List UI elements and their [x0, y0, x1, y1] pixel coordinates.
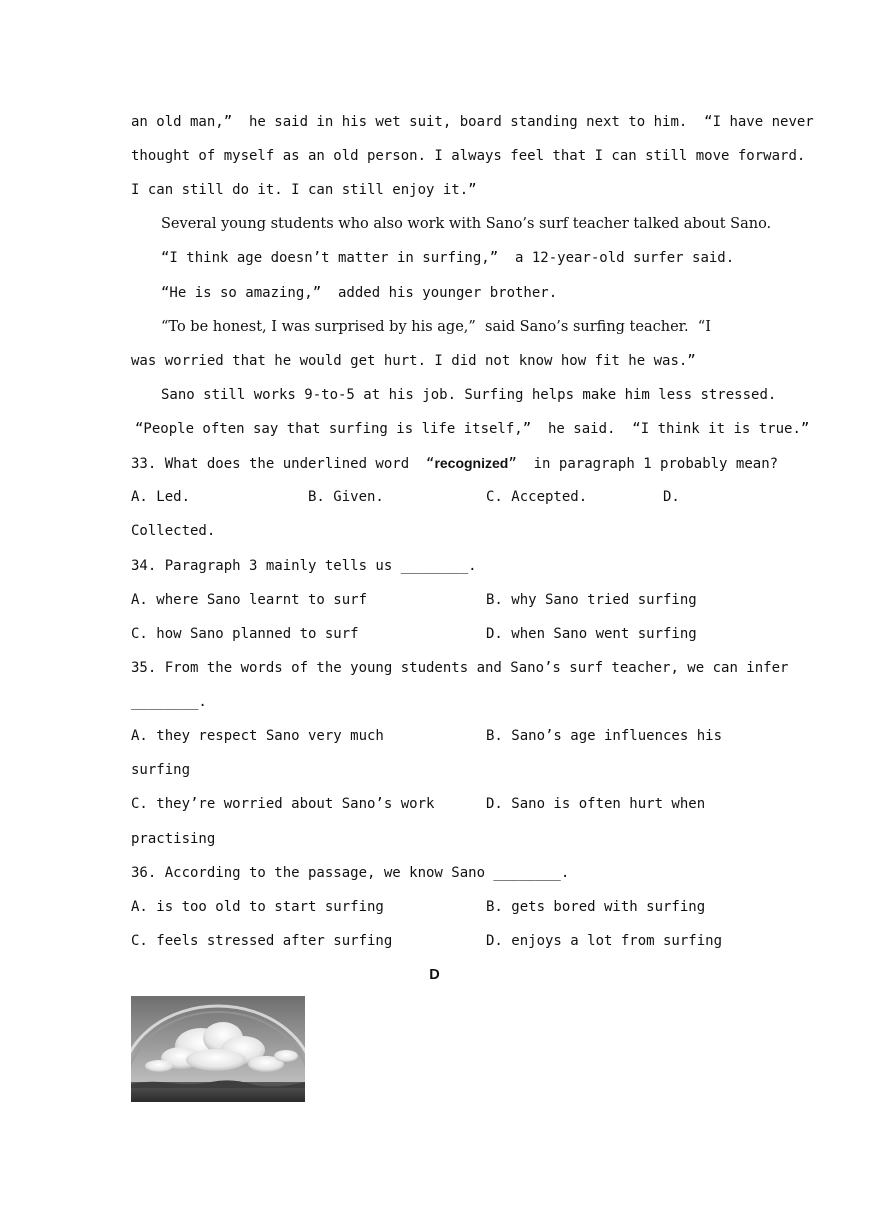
passage-line: Several young students who also work with Sano’s surf teacher talked about Sano. [161, 216, 772, 232]
passage-line: thought of myself as an old person. I always feel that I can still move forward. [131, 148, 806, 164]
passage-line: Sano still works 9-to-5 at his job. Surfing helps make him less stressed. [161, 387, 777, 403]
question-33-option-d: D. [663, 489, 680, 505]
question-34-stem: 34. Paragraph 3 mainly tells us ________. [131, 558, 477, 574]
question-36-option-a: A. is too old to start surfing [131, 899, 384, 915]
question-35-option-c: C. they’re worried about Sano’s work [131, 796, 435, 812]
question-33-option-c: C. Accepted. [486, 489, 588, 505]
passage-line: “To be honest, I was surprised by his age,” said Sano’s surfing teacher. “I [161, 319, 711, 335]
question-35-option-b-cont: surfing [131, 762, 191, 778]
question-33-option-b: B. Given. [308, 489, 384, 505]
passage-line: I can still do it. I can still enjoy it.” [131, 182, 477, 198]
passage-line: an old man,” he said in his wet suit, board standing next to him. “I have never [131, 114, 814, 130]
underlined-word: recognized [434, 455, 509, 471]
question-36-stem: 36. According to the passage, we know Sano ________. [131, 865, 570, 881]
question-36-option-b: B. gets bored with surfing [486, 899, 706, 915]
question-35-option-d: D. Sano is often hurt when [486, 796, 706, 812]
passage-line: was worried that he would get hurt. I did not know how fit he was.” [131, 353, 696, 369]
rainbow-clouds-photo-icon [131, 996, 305, 1102]
question-35-option-b: B. Sano’s age influences his [486, 728, 723, 744]
question-33-option-a: A. Led. [131, 489, 191, 505]
passage-line: “People often say that surfing is life itself,” he said. “I think it is true.” [135, 421, 810, 437]
question-35-option-d-cont: practising [131, 831, 216, 847]
question-33-option-d-cont: Collected. [131, 523, 216, 539]
question-35-stem: 35. From the words of the young students and Sano’s surf teacher, we can infer [131, 660, 789, 676]
question-36-option-d: D. enjoys a lot from surfing [486, 933, 723, 949]
passage-line: “He is so amazing,” added his younger brother. [161, 285, 558, 301]
question-34-option-d: D. when Sano went surfing [486, 626, 697, 642]
question-34-option-c: C. how Sano planned to surf [131, 626, 359, 642]
question-33-stem: 33. What does the underlined word “recognized” in paragraph 1 probably mean? [131, 455, 779, 472]
passage-line: “I think age doesn’t matter in surfing,” a 12-year-old surfer said. [161, 250, 735, 266]
question-36-option-c: C. feels stressed after surfing [131, 933, 393, 949]
question-35-stem-cont: ________. [131, 694, 207, 710]
question-34-option-a: A. where Sano learnt to surf [131, 592, 368, 608]
question-35-option-a: A. they respect Sano very much [131, 728, 384, 744]
question-34-option-b: B. why Sano tried surfing [486, 592, 697, 608]
section-heading: D [429, 967, 440, 983]
